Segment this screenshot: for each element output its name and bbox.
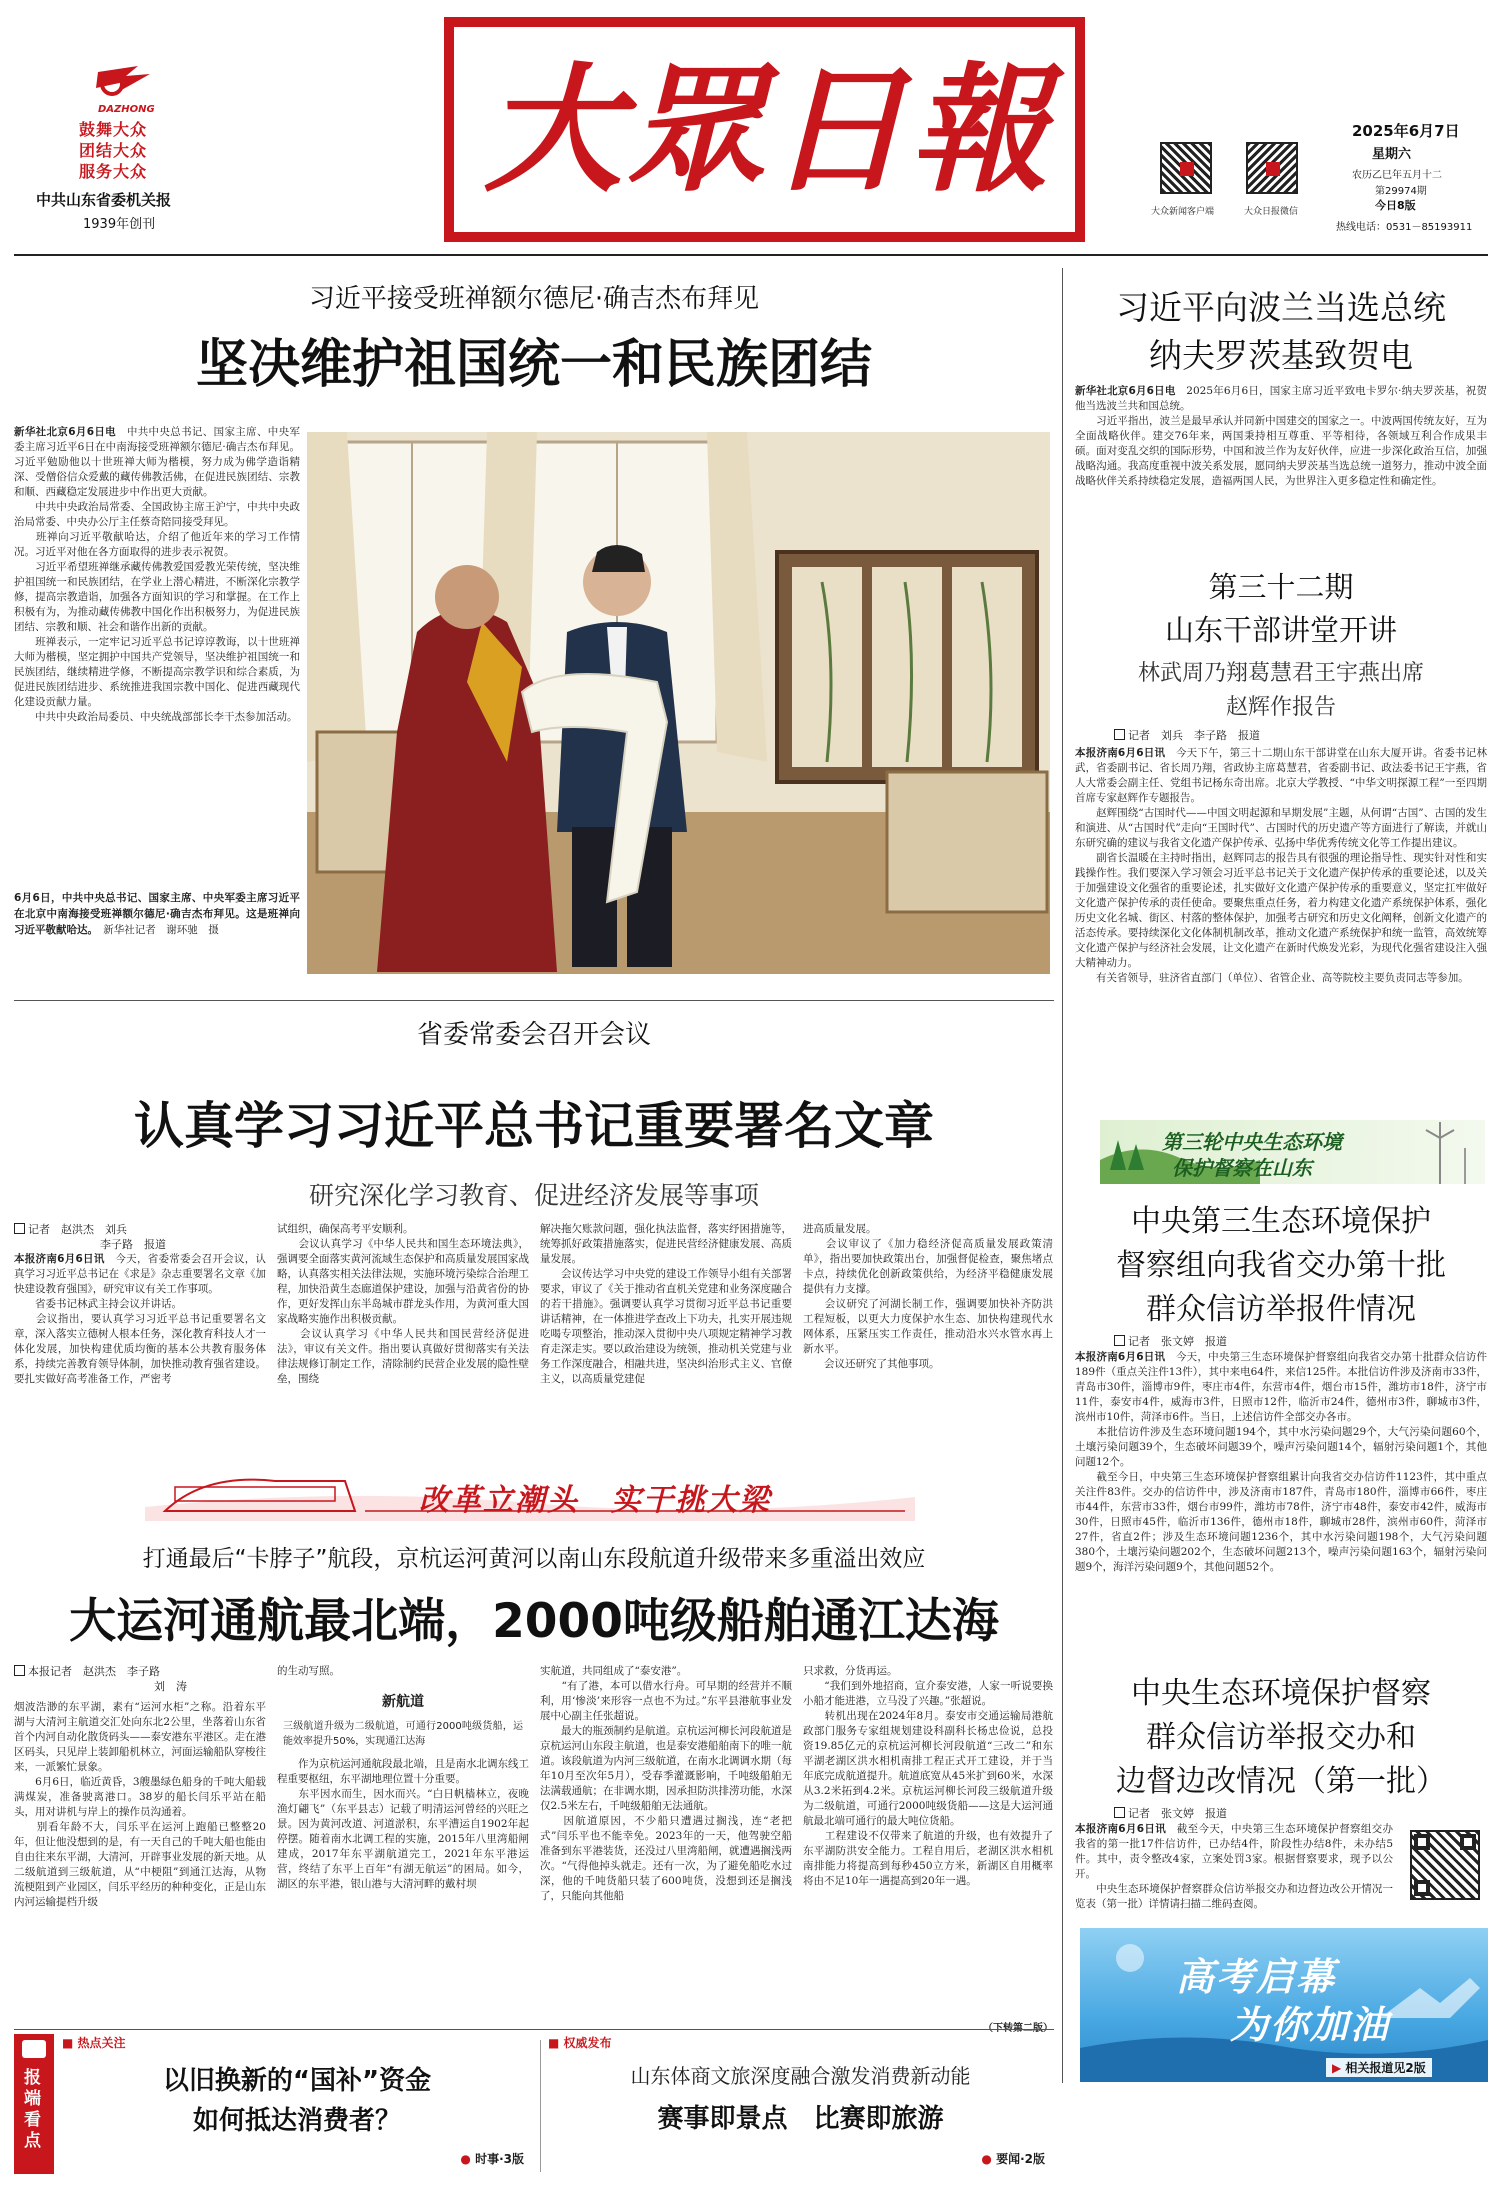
reporter-icon — [1114, 1807, 1125, 1818]
auth-teaser[interactable] — [548, 2034, 1053, 2174]
canal-col-4-text: 只求救，分货再运。 “我们到外地招商，宣介泰安港，人家一听说要换小船才能进港，立马没了兴趣。”张超说。 转机出现在2024年8月。泰安市交通运输局港航政部门服务专家组规划建设科副科长杨忠俭说，总投资19.85亿元的京杭运河柳长河段航道“三改二”和东平湖老湖区洪水相机南排工程正式开工建设，并于当年底完成航道提升。航道底宽从45米扩到60米，水深从3.2米拓到4.2米。京杭运河柳长河段三级航道升级为二级航道，可通行2000吨级货船——这是大运河通航最北端可通行的最大吨位货船。 工程建设不仅带来了航道的升级，也有效提升了东平湖防洪安全能力。工程自用后，老湖区洪水相机南排能力将提高到每秒450立方米，新湖区自用概率将由不足10年一遇提高到20年一遇。 — [803, 1665, 1053, 1887]
page-count: 今日8版 — [1375, 199, 1416, 212]
reporter-icon — [1114, 729, 1125, 740]
standing-byline-2: 李子路 报道 — [100, 1238, 166, 1251]
standing-col-2 — [277, 1222, 529, 1462]
issue-number: 第29974期 — [1375, 186, 1427, 197]
auth-tag-text: 权威发布 — [563, 2036, 612, 2050]
column-rule-right — [1062, 268, 1063, 2083]
lead-body-text: 中共中央总书记、国家主席、中央军委主席习近平6日在中南海接受班禅额尔德尼·确吉杰布拜见。习近平勉励他以十世班禅大师为楷模，努力成为佛学造诣精深、受僧俗信众爱戴的藏传佛教活佛，在促进民族团结、宗教和顺、西藏稳定发展进步中作出更大贡献。 中共中央政治局常委、全国政协主席王沪宁，中共中央政治局常委、中央办公厅主任蔡奇陪同接受拜见。 班禅向习近平敬献哈达，介绍了他近年来的学习工作情况。习近平对他在各方面取得的进步表示祝贺。 习近平希望班禅继承藏传佛教爱国爱教光荣传统，坚决维护祖国统一和民族团结，在学业上潜心精进，不断深化宗教学修，提高宗教造诣，加强各方面知识的学习和掌握。在工作上积极有为，为推动藏传佛教中国化作出积极努力，为促进民族团结、宗教和顺、社会和谐作出新的贡献。 班禅表示，一定牢记习近平总书记谆谆教诲，以十世班禅大师为楷模，坚定拥护中国共产党领导，坚决维护祖国统一和民族团结，继续精进学修，不断提高宗教学识和综合素质，为促进民族团结进步、系统推进我国宗教中国化、促进西藏现代化建设贡献力量。 中共中央政治局委员、中央统战部部长李干杰参加活动。 — [14, 426, 300, 723]
standing-headline: 认真学习习近平总书记重要署名文章 — [134, 1097, 934, 1155]
slogan-1: 鼓舞大众 — [79, 120, 148, 139]
canal-col-4 — [803, 1664, 1053, 2039]
forum-text — [1075, 746, 1487, 1124]
reform-banner-text: 改革立潮头 实干挑大梁 — [419, 1483, 771, 1518]
standing-byline-1: 记者 赵洪杰 刘兵 — [28, 1223, 127, 1236]
eco1-dateline: 本报济南6月6日讯 — [1075, 1351, 1166, 1363]
footer-rule — [14, 2029, 1054, 2030]
eco1-byline-text: 记者 张文婷 报道 — [1128, 1335, 1227, 1348]
lead-kicker: 习近平接受班禅额尔德尼·确吉杰布拜见 — [308, 284, 760, 314]
eco2-headline-1: 中央生态环境保护督察 — [1131, 1676, 1431, 1711]
canal-headline: 大运河通航最北端，2000吨级船舶通江达海 — [69, 1594, 999, 1649]
standing-col-4 — [803, 1222, 1053, 1462]
lead-dateline: 新华社北京6月6日电 — [14, 426, 117, 438]
canal-col-2 — [277, 1664, 529, 2039]
canal-col-2-intro: 的生动写照。 — [277, 1665, 340, 1677]
eco-banner-line-1: 第三轮中央生态环境 — [1162, 1130, 1342, 1154]
auth-title: 赛事即景点 比赛即旅游 — [657, 2104, 944, 2134]
newspaper-title: 大眾日報 — [483, 48, 1052, 211]
reporter-icon — [14, 1665, 25, 1676]
tag-square-icon: ■ — [62, 2036, 74, 2050]
lunar-date: 农历乙巳年五月十二 — [1352, 170, 1442, 181]
eco1-byline — [1114, 1334, 1227, 1349]
canal-kicker: 打通最后“卡脖子”航段，京杭运河黄河以南山东段航道升级带来多重溢出效应 — [142, 1546, 926, 1572]
eco2-byline-text: 记者 张文婷 报道 — [1128, 1807, 1227, 1820]
eco-banner — [1100, 1120, 1485, 1184]
qr-code-app — [1160, 142, 1212, 194]
reporter-icon — [1114, 1335, 1125, 1346]
eco2-text — [1075, 1822, 1393, 1920]
poland-text — [1075, 384, 1487, 542]
eco2-byline — [1114, 1806, 1227, 1821]
lead-text — [14, 425, 300, 880]
footer-side-label — [14, 2034, 54, 2174]
eco1-text — [1075, 1350, 1487, 1650]
eco2-body: 截至今天，中央第三生态环境保护督察组交办我省的第一批17件信访件，已办结4件，阶段性办结8件，未办结5件。其中，责令整改4家，立案处罚3家。根据督察要求，现予以公开。 中央生态环境保护督察群众信访举报交办和边督边改公开情况一览表（第一批）详情请扫描二维码查阅。 — [1075, 1823, 1393, 1910]
founded: 1939年创刊 — [83, 217, 156, 232]
eco1-headline-1: 中央第三生态环境保护 — [1131, 1204, 1431, 1239]
standing-subhead: 研究深化学习教育、促进经济发展等事项 — [308, 1181, 759, 1210]
canal-byline-2: 刘 涛 — [154, 1680, 187, 1693]
canal-continue-note — [803, 2019, 1053, 2034]
lead-photo — [307, 432, 1050, 974]
exam-ad-arrow-icon: ▶ — [1332, 2061, 1342, 2075]
canal-col-2-text: 作为京杭运河通航段最北端，且是南水北调东线工程重要枢纽，东平湖地理位置十分重要。 东平因水而生，因水而兴。“白日帆樯林立，夜晚渔灯翩飞”（东平县志）记载了明清运河曾经的兴旺之景。因为黄河改道、河道淤积，东平漕运自1902年起停摆。随着南水北调工程的实施，2015年八里湾船闸建成，2017年东平湖航道完工，2021年东平港运营，终结了东平上百年“有湖无航运”的困局。如今，湖区的东平港，银山港与大清河畔的戴村坝 — [277, 1758, 529, 1890]
standing-col-1-text: 今天，省委常委会召开会议，认真学习习近平总书记在《求是》杂志重要署名文章《加快建设教育强国》，研究审议有关工作事项。 省委书记林武主持会议并讲话。 会议指出，要认真学习习近平总书记重要署名文章，深入落实立德树人根本任务，深化教育科技人才一体化发展，加快构建优质均衡的基本公共教育服务体系，持续完善教育领导体制，加快推动教育强省建设。要扎实做好高考准备工作，严密考 — [14, 1253, 266, 1385]
eco2-qr-code — [1410, 1830, 1480, 1900]
hot-teaser[interactable] — [62, 2034, 532, 2174]
page-pointer-icon: ● — [460, 2152, 471, 2166]
exam-ad-note-text: 相关报道见2版 — [1345, 2061, 1426, 2075]
exam-ad-line-1: 高考启幕 — [1176, 1955, 1337, 1999]
qr-code-wechat — [1246, 142, 1298, 194]
forum-byline-text: 记者 刘兵 李子路 报道 — [1128, 729, 1260, 742]
eco1-body: 今天，中央第三生态环境保护督察组向我省交办第十批群众信访件189件（重点关注件13件），其中来电64件，来信125件。本批信访件涉及济南市33件，青岛市30件，淄博市9件，枣庄市4件，东营市4件，烟台市15件，潍坊市18件，济宁市11件，泰安市4件，威海市3件，日照市12件，临沂市24件，德州市3件，聊城市3件，滨州市10件，菏泽市6件。当日，上述信访件全部交办各市。 本批信访件涉及生态环境问题194个，其中水污染问题29个，大气污染问题60个，土壤污染问题39个，生态破坏问题39个，噪声污染问题14个，辐射污染问题1个，其他问题12个。 截至今日，中央第三生态环境保护督察组累计向我省交办信访件1123件，其中重点关注件83件。交办的信访件中，涉及济南市187件，青岛市180件，淄博市66件，枣庄市44件，东营市33件，烟台市99件，潍坊市78件，济宁市48件，泰安市42件，威海市30件，日照市45件，临沂市136件，德州市18件，聊城市28件，滨州市60件，菏泽市27件，省直2件；涉及生态环境问题1236个，其中水污染问题198个，大气污染问题380个，土壤污染问题202个，生态破坏问题213个，噪声污染问题163个，辐射污染问题9个，海洋污染问题9个，其他问题52个。 — [1075, 1351, 1487, 1573]
hotline: 热线电话：0531－85193911 — [1336, 222, 1473, 233]
poland-dateline: 新华社北京6月6日电 — [1075, 385, 1176, 397]
poland-headline-1: 习近平向波兰当选总统 — [1116, 288, 1446, 327]
caption-text: 6月6日，中共中央总书记、国家主席、中央军委主席习近平在北京中南海接受班禅额尔德尼·确吉杰布拜见。这是班禅向习近平敬献哈达。 — [14, 892, 300, 936]
forum-body: 今天下午，第三十二期山东干部讲堂在山东大厦开讲。省委书记林武，省委副书记、省长周乃翔，省政协主席葛慧君，省委副书记、政法委书记王宇燕，省人大常委会副主任、党组书记杨东奇出席。北京大学教授、“中华文明探源工程”一至四期首席专家赵辉作专题报告。 赵辉围绕“古国时代——中国文明起源和早期发展”主题，从何谓“古国”、古国的发生和演进、从“古国时代”走向“王国时代”、古国时代的历史遗产等方面进行了解读，并就山东研究确的建议与我省文化遗产保护传承、弘扬中华优秀传统文化等工作提出建议。 副省长温暖在主持时指出，赵辉同志的报告具有很强的理论指导性、现实针对性和实践操作性。我们要深入学习领会习近平总书记关于文化遗产保护传承的重要论述，以及关于加强建设文化强省的重要论述，扎实做好文化遗产保护传承的重要意义，坚定扛牢做好文化遗产保护传承的责任使命。要聚焦重点任务，着力构建文化遗产系统保护体系，强化历史文化名城、街区、村落的整体保护，加强考古研究和历史文化阐释，创新文化遗产的活态传承。要持续深化文化体制机制改革，推动文化遗产系统保护和统一监管，高效统筹文化遗产保护与经济社会发展，让文化遗产在新时代焕发光彩，为现代化强省建设注入强大精神动力。 有关省领导，驻济省直部门（单位）、省管企业、高等院校主要负责同志等参加。 — [1075, 747, 1487, 984]
eco1-headline-2: 督察组向我省交办第十批 — [1116, 1248, 1446, 1283]
org-name: 中共山东省委机关报 — [36, 191, 172, 209]
hot-page-text: 时事·3版 — [475, 2152, 524, 2166]
standing-col-4-text: 进高质量发展。 会议审议了《加力稳经济促高质量发展政策清单》，指出要加快政策出台，加强督促检查，聚焦堵点卡点，持续优化创新政策供给，为经济平稳健康发展提供有力支撑。 会议研究了河湖长制工作，强调要加快补齐防洪工程短板，以更大力度保护水生态、加快构建现代水网体系，压紧压实工作责任，推动沿水兴水管水再上新水平。 会议还研究了其他事项。 — [803, 1223, 1053, 1370]
standing-col-2-text: 试组织，确保高考平安顺利。 会议认真学习《中华人民共和国生态环境法典》，强调要全面落实黄河流域生态保护和高质量发展国家战略，认真落实相关法律法规，实施环境污染综合治理工程，加快沿黄生态廊道保护建设，加强与沿黄省份的协作，更好发挥山东半岛城市群龙头作用，为黄河重大国家战略实施作出积极贡献。 会议认真学习《中华人民共和国民营经济促进法》，审议有关文件。指出要认真做好贯彻落实有关法律法规修订制定工作，清除制约民营企业发展的隐性壁垒，围绕 — [277, 1223, 529, 1385]
forum-headline-1: 第三十二期 — [1208, 570, 1354, 604]
standing-dateline: 本报济南6月6日讯 — [14, 1253, 105, 1265]
reform-banner — [145, 1467, 915, 1521]
logo-text: DAZHONG — [98, 104, 155, 115]
standing-col-1 — [14, 1222, 266, 1462]
auth-page-text: 要闻·2版 — [996, 2152, 1045, 2166]
hot-tag-text: 热点关注 — [77, 2036, 126, 2050]
forum-dateline: 本报济南6月6日讯 — [1075, 747, 1166, 759]
masthead — [0, 0, 1500, 258]
hot-title-1: 以旧换新的“国补”资金 — [162, 2066, 432, 2096]
auth-page — [981, 2150, 1045, 2167]
exam-ad-line-2: 为你加油 — [1230, 2003, 1391, 2047]
auth-sub: 山东体商文旅深度融合激发消费新动能 — [630, 2064, 971, 2088]
canal-col-1-text: 烟波浩渺的东平湖，素有“运河水柜”之称。沿着东平湖与大清河主航道交汇处向东北2公里，坐落着山东省首个内河自动化散货码头——泰安港东平港区。走在港区码头，只见岸上装卸船机林立，河面运输船队穿梭往来，一派繁忙景象。 6月6日，临近黄昏，3艘墨绿色船身的千吨大船载满煤炭，准备驶离港口。38岁的船长闫乐平站在船头，用对讲机与岸上的操作员沟通着。 别看年龄不大，闫乐平在运河上跑船已整整20年，但让他没想到的是，有一天自己的千吨大船也能由自由往来东平湖，大清河，开辟事业发展的新天地。从二级航道到三级航道，从“中梗阻”到通江达海，从物流梗阻到产业园区，闫乐平经历的种种变化，正是山东内河运输提档升级 — [14, 1701, 266, 1908]
page-pointer-icon: ● — [981, 2152, 992, 2166]
poland-body: 2025年6月6日，国家主席习近平致电卡罗尔·纳夫罗茨基，祝贺他当选波兰共和国总统。 习近平指出，波兰是最早承认并同新中国建交的国家之一。中波两国传统友好，互为全面战略伙伴。建交76年来，两国秉持相互尊重、平等相待，各领域互利合作成果丰硕。面对变乱交织的国际形势，中国和波兰作为友好伙伴，应进一步深化政治互信，加强战略沟通。我高度重视中波关系发展，愿同纳夫罗茨基当选总统一道努力，推动中波全面战略伙伴关系持续稳定发展，造福两国人民，为世界注入更多稳定性和确定性。 — [1075, 385, 1487, 487]
eco2-headline-3: 边督边改情况（第一批） — [1116, 1764, 1446, 1799]
caption-credit: 新华社记者 谢环驰 摄 — [103, 924, 219, 936]
eco2-headline-2: 群众信访举报交办和 — [1146, 1720, 1416, 1755]
eco-banner-line-2: 保护督察在山东 — [1172, 1156, 1312, 1180]
forum-headline-2: 山东干部讲堂开讲 — [1164, 613, 1397, 647]
exam-ad — [1080, 1928, 1488, 2082]
canal-col-3-text: 实航道，共同组成了“泰安港”。 “有了港，本可以借水行舟。可早期的经营并不顺利，用‘惨淡’来形容一点也不为过。”东平县港航事业发展中心副主任张超说。 最大的瓶颈制约是航道。京杭运河柳长河段航道是京杭运河山东段主航道，也是泰安港船舶南下的唯一航道。该段航道为内河三级航道，在南水北调调水期（每年10月至次年5月），受春季灌溉影响，千吨级船舶无法满载通航；在非调水期，因承担防洪排涝功能，水深仅2.5米左右，千吨级船舶无法通航。 因航道原因，不少船只遭遇过搁浅，连“老把式”闫乐平也不能幸免。2023年的一天，他驾驶空船准备到东平港装货，还没过八里湾船闸，就遭遇搁浅两次。“气得他掉头就走。还有一次，为了避免船吃水过深，他的千吨货船只装了600吨货，没想到还是搁浅了，只能向其他船 — [540, 1665, 792, 1902]
lead-body — [14, 425, 300, 880]
dazhong-logo — [78, 62, 168, 118]
lead-headline: 坚决维护祖国统一和民族团结 — [195, 335, 872, 395]
canal-byline-1: 本报记者 赵洪杰 李子路 — [28, 1665, 160, 1678]
footer-logo-icon — [22, 2040, 46, 2058]
standing-kicker: 省委常委会召开会议 — [416, 1020, 651, 1050]
poland-headline-2: 纳夫罗茨基致贺电 — [1149, 336, 1413, 375]
qr-label-wechat: 大众日报微信 — [1244, 207, 1299, 217]
hot-tag — [62, 2034, 126, 2051]
eco1-headline-3: 群众信访举报件情况 — [1146, 1292, 1416, 1327]
forum-sub-2: 赵辉作报告 — [1225, 695, 1336, 720]
footer-side-label-text: 报端看点 — [24, 2068, 41, 2151]
standing-byline — [14, 1222, 266, 1237]
forum-sub-1: 林武周乃翔葛慧君王宇燕出席 — [1137, 661, 1424, 686]
forum-byline — [1114, 728, 1260, 743]
canal-col-2-subhead: 新航道 — [382, 1694, 424, 1710]
title-block — [444, 17, 1085, 242]
lead-caption — [14, 890, 300, 980]
reporter-icon — [14, 1223, 25, 1234]
hot-page — [460, 2150, 524, 2167]
footer-divider — [540, 2040, 541, 2172]
weekday: 星期六 — [1372, 147, 1412, 162]
auth-tag — [548, 2034, 612, 2051]
hot-title-2: 如何抵达消费者？ — [192, 2106, 401, 2136]
issue-date: 2025年6月7日 — [1352, 122, 1460, 140]
canal-col-1 — [14, 1664, 266, 2039]
standing-col-3 — [540, 1222, 792, 1462]
slogan-3: 服务大众 — [79, 162, 148, 181]
eco2-dateline: 本报济南6月6日讯 — [1075, 1823, 1167, 1835]
masthead-rule — [14, 254, 1488, 256]
standing-col-3-text: 解决拖欠账款问题，强化执法监督，落实纾困措施等，统筹抓好政策措施落实，促进民营经济健康发展、高质量发展。 会议传达学习中央党的建设工作领导小组有关部署要求，审议了《关于推动省直机关党建和业务深度融合的若干措施》。强调要认真学习贯彻习近平总书记重要讲话精神，在一体推进学查改上下功夫，扎实开展违规吃喝专项整治，推动深入贯彻中央八项规定精神学习教育走深走实。要以政治建设为统领，推动机关党建与业务工作深度融合，相融共进，坚决纠治形式主义、官僚主义，以高质量党建促 — [540, 1223, 792, 1385]
section-rule-1 — [14, 1000, 1054, 1001]
canal-byline — [14, 1664, 266, 1679]
canal-col-2-lead: 三级航道升级为二级航道，可通行2000吨级货船，运能效率提升50%，实现通江达海 — [283, 1721, 523, 1747]
exam-ad-note — [1326, 2058, 1432, 2077]
canal-col-3 — [540, 1664, 792, 2039]
qr-label-app: 大众新闻客户端 — [1151, 207, 1215, 217]
tag-square-icon: ■ — [548, 2036, 560, 2050]
slogan-2: 团结大众 — [79, 141, 148, 160]
